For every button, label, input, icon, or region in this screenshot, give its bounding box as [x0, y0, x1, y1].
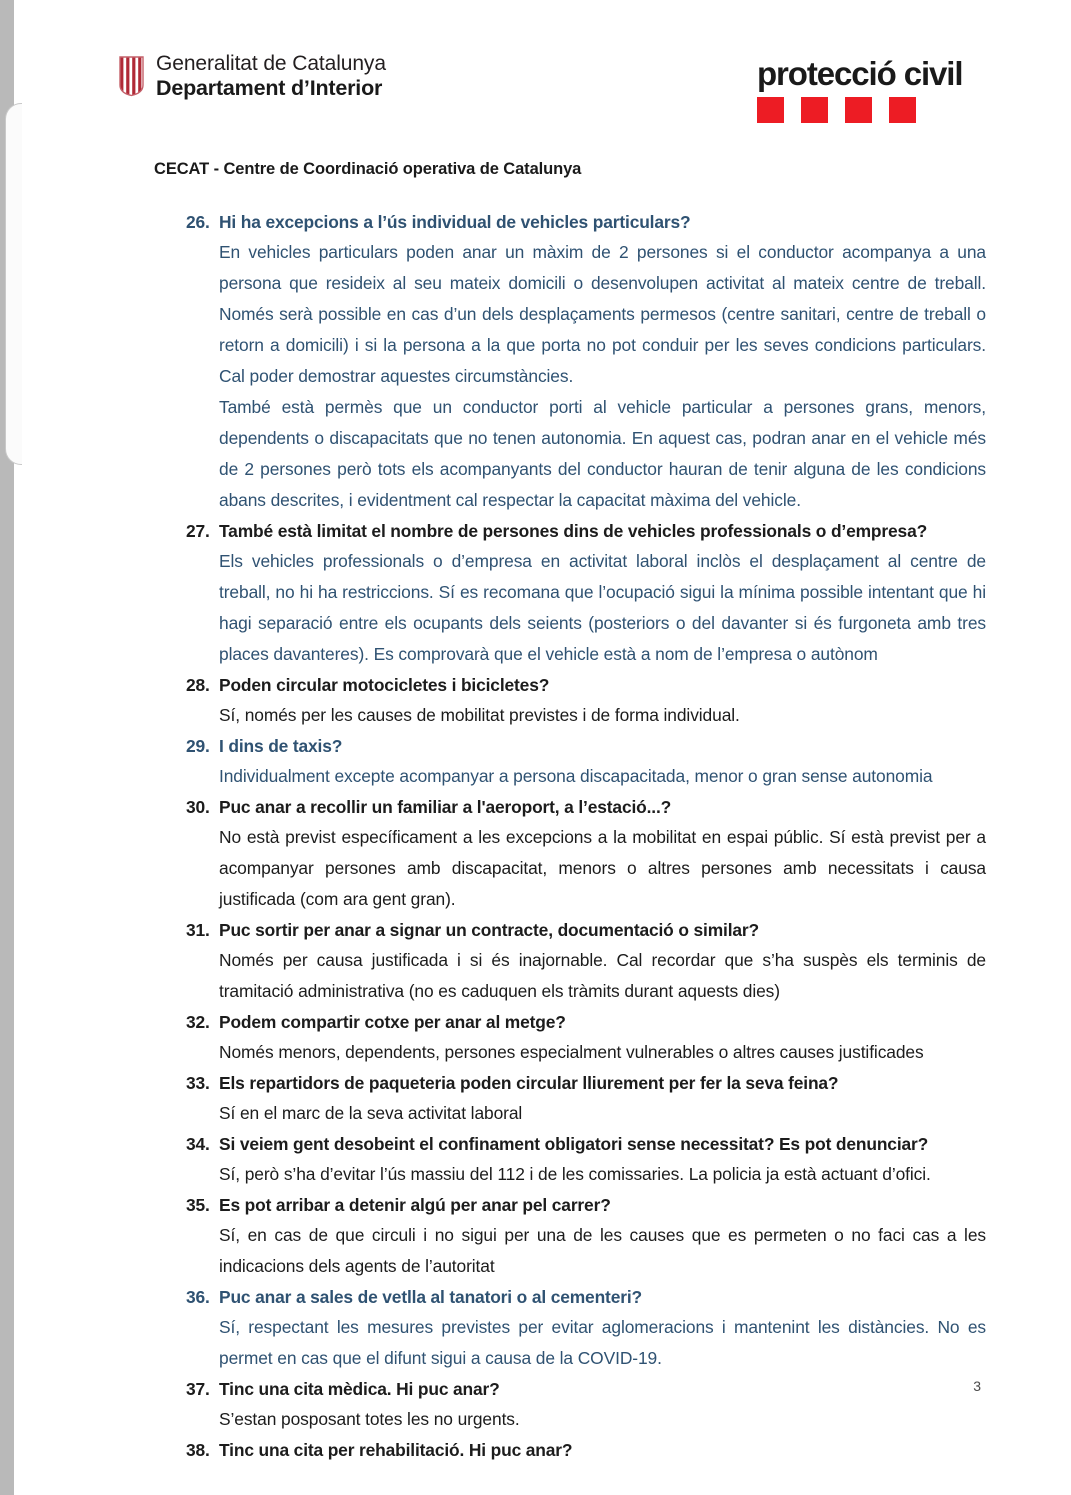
faq-item-number: 32.: [186, 1012, 210, 1032]
faq-question: [186, 1282, 986, 1312]
faq-question-text: Puc anar a sales de vetlla al tanatori o al cementeri?: [219, 1287, 642, 1307]
faq-item: [186, 670, 986, 731]
faq-question-text: I dins de taxis?: [219, 736, 343, 756]
faq-question-text: Tinc una cita per rehabilitació. Hi puc anar?: [219, 1440, 573, 1460]
generalitat-line1: Generalitat de Catalunya: [156, 52, 386, 75]
faq-answer: S’estan posposant totes les no urgents.: [219, 1409, 520, 1429]
proteccio-civil-squares: [757, 97, 967, 123]
faq-item-number: 35.: [186, 1195, 210, 1215]
faq-answer: Sí, però s’ha d’evitar l’ús massiu del 112 i de les comissaries. La policia ja està actuant d’ofici.: [219, 1164, 931, 1184]
faq-question-text: Hi ha excepcions a l’ús individual de vehicles particulars?: [219, 212, 691, 232]
faq-answer: Només per causa justificada i si és inajornable. Cal recordar que s’ha suspès els terminis de tramitació administrativa (no es caduquen els tràmits durant aquests dies): [219, 950, 986, 1001]
red-square-icon: [801, 97, 828, 123]
faq-item-number: 27.: [186, 521, 210, 541]
faq-answer: Els vehicles professionals o d’empresa en activitat laboral inclòs el desplaçament al centre de treball, no hi ha restriccions. Sí es recomana que l’ocupació sigui la mínima possible intentant que hi hagi separació entre els ocupants dels seients (posteriors o del davanter si és furgoneta amb tres places davanteres). Es comprovarà que el vehicle està a nom de l’empresa o autònom: [219, 551, 986, 664]
faq-answer: En vehicles particulars poden anar un màxim de 2 persones si el conductor acompanya a una persona que resideix al seu mateix domicili o desenvolupen activitat al mateix centre de treball. Només serà possible en cas d’un dels desplaçaments permesos (centre sanitari, centre de treball o retorn a domicili) i si la persona a la que porta no pot conduir per les seves condicions particulars. Cal poder demostrar aquestes circumstàncies.: [219, 242, 986, 386]
faq-item: [186, 915, 986, 1007]
faq-question-text: Poden circular motocicletes i bicicletes?: [219, 675, 550, 695]
generalitat-logo: [117, 52, 386, 100]
faq-item: [186, 1282, 986, 1374]
faq-question: [186, 1374, 986, 1404]
faq-item: [186, 1129, 986, 1190]
proteccio-civil-logo: [757, 57, 967, 123]
faq-question: [186, 731, 986, 761]
page-number: 3: [973, 1378, 981, 1394]
faq-answer: Sí en el marc de la seva activitat laboral: [219, 1103, 523, 1123]
faq-question-text: Podem compartir cotxe per anar al metge?: [219, 1012, 566, 1032]
red-square-icon: [757, 97, 784, 123]
faq-item: [186, 1068, 986, 1129]
faq-item-number: 28.: [186, 675, 210, 695]
faq-item-number: 29.: [186, 736, 210, 756]
faq-item-number: 26.: [186, 212, 210, 232]
faq-item-number: 30.: [186, 797, 210, 817]
faq-item: [186, 1007, 986, 1068]
faq-answer: També està permès que un conductor porti al vehicle particular a persones grans, menors, dependents o discapacitats que no tenen autonomia. En aquest cas, podran anar en el vehicle més de 2 persones però tots els acompanyants del conductor hauran de tenir alguna de les condicions abans descrites, i evidentment cal respectar la capacitat màxima del vehicle.: [219, 397, 986, 510]
faq-question-text: Tinc una cita mèdica. Hi puc anar?: [219, 1379, 500, 1399]
faq-item-number: 37.: [186, 1379, 210, 1399]
faq-question-text: També està limitat el nombre de persones dins de vehicles professionals o d’empresa?: [219, 521, 928, 541]
faq-answer: Individualment excepte acompanyar a persona discapacitada, menor o gran sense autonomia: [219, 766, 933, 786]
faq-question: [186, 1129, 986, 1159]
faq-question: [186, 1007, 986, 1037]
faq-answer: Sí, en cas de que circuli i no sigui per una de les causes que es permeten o no faci cas a les indicacions dels agents de l’autoritat: [219, 1225, 986, 1276]
faq-item: [186, 1435, 986, 1465]
page-header: [0, 52, 1071, 124]
document-title: CECAT - Centre de Coordinació operativa de Catalunya: [154, 160, 582, 178]
faq-question-text: Si veiem gent desobeint el confinament obligatori sense necessitat? Es pot denunciar?: [219, 1134, 929, 1154]
faq-answer: Sí, respectant les mesures previstes per evitar aglomeracions i mantenint les distàncies. No es permet en cas que el difunt sigui a causa de la COVID-19.: [219, 1317, 986, 1368]
faq-question: [186, 670, 986, 700]
faq-question: [186, 207, 986, 237]
faq-question: [186, 1068, 986, 1098]
faq-item-number: 34.: [186, 1134, 210, 1154]
faq-item: [186, 731, 986, 792]
faq-item: [186, 207, 986, 516]
faq-item: [186, 792, 986, 915]
faq-question-text: Es pot arribar a detenir algú per anar pel carrer?: [219, 1195, 611, 1215]
faq-answer: Només menors, dependents, persones especialment vulnerables o altres causes justificades: [219, 1042, 924, 1062]
proteccio-civil-wordmark: protecció civil: [757, 55, 963, 92]
faq-item-number: 36.: [186, 1287, 210, 1307]
faq-item-number: 31.: [186, 920, 210, 940]
faq-list: [186, 207, 986, 1465]
faq-question-text: Puc anar a recollir un familiar a l'aeroport, a l’estació...?: [219, 797, 672, 817]
faq-item: [186, 1190, 986, 1282]
faq-item: [186, 1374, 986, 1435]
red-square-icon: [845, 97, 872, 123]
faq-item: [186, 516, 986, 670]
faq-question-text: Els repartidors de paqueteria poden circular lliurement per fer la seva feina?: [219, 1073, 839, 1093]
catalonia-shield-icon: [117, 55, 146, 97]
faq-item-number: 38.: [186, 1440, 210, 1460]
faq-answer: Sí, només per les causes de mobilitat previstes i de forma individual.: [219, 705, 740, 725]
faq-question: [186, 792, 986, 822]
faq-question: [186, 1435, 986, 1465]
faq-item-number: 33.: [186, 1073, 210, 1093]
generalitat-line2: Departament d’Interior: [156, 76, 383, 100]
red-square-icon: [889, 97, 916, 123]
faq-question: [186, 516, 986, 546]
faq-question-text: Puc sortir per anar a signar un contracte, documentació o similar?: [219, 920, 759, 940]
faq-question: [186, 915, 986, 945]
faq-question: [186, 1190, 986, 1220]
faq-answer: No està previst específicament a les excepcions a la mobilitat en espai públic. Sí està previst per a acompanyar persones amb discapacitat, menors o altres persones amb necessitats i causa justificada (com ara gent gran).: [219, 827, 986, 909]
